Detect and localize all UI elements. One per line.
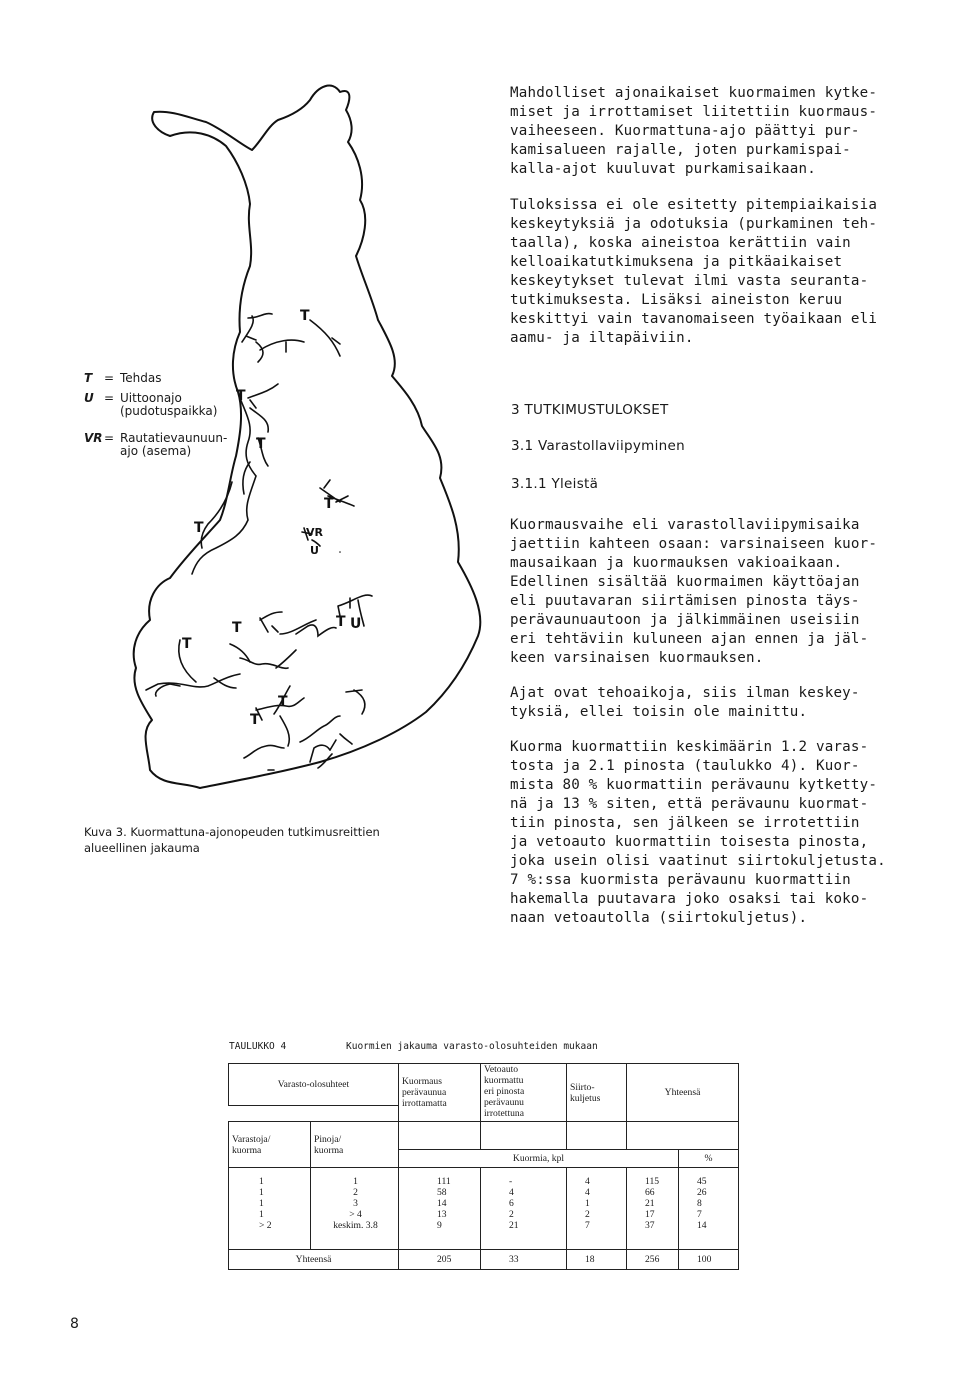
map-label-t: T [236,388,246,404]
table-total-kuormaus: 205 [399,1250,481,1270]
map-label-t: T [278,694,288,710]
legend-symbol-t: T [84,371,93,385]
table-total-label: Yhteensä [229,1250,399,1270]
table-head-varastoja: Varastoja/ kuorma [229,1122,311,1168]
heading-yleista: 3.1.1 Yleistä [511,476,599,492]
finland-map [100,80,500,840]
map-label-t: T [232,620,242,636]
table-head-vetoauto: Vetoauto kuormattu eri pinosta perävaunu irrotettuna [481,1064,567,1122]
table-number: TAULUKKO 4 [229,1041,287,1052]
page-number: 8 [70,1316,79,1332]
intro-paragraph: Mahdolliset ajonaikaiset kuormaimen kytke- miset ja irrottamiset liitettiin kuormaus- vaiheeseen. Kuormattuna-ajo päättyi pur- kamisalueen rajalle, joten purkamispai- kalla-ajot kuuluvat purkamisaikaan. [510,85,878,177]
table-head-pinoja: Pinoja/ kuorma [311,1122,399,1168]
map-label-t: T [336,614,346,630]
heading-varastollaviipyminen: 3.1 Varastollaviipyminen [511,438,685,454]
legend-symbol-u: U [84,391,94,405]
table-unit-kuormia-kpl: Kuormia, kpl [399,1150,679,1168]
table-col-vetoauto: - 4 6 2 21 [481,1168,567,1250]
map-label-vr: VR [306,526,323,539]
map-label-t: T [194,520,204,536]
legend-label-tehdas: Tehdas [120,371,162,385]
table-col-kuormia: 115 66 21 17 37 [627,1168,679,1250]
table-head-kuormaus: Kuormaus perävaunua irrottamatta [399,1064,481,1122]
table-total-percent: 100 [679,1250,739,1270]
paragraph-kuorma: Kuorma kuormattiin keskimäärin 1.2 varas- tosta ja 2.1 pinosta (taulukko 4). Kuor- mista 80 % kuormattiin perävaunu kytketty- nä ja 13 % siten, että perävaunu kuormat- tiin pinosta, sen jälkeen se irrotettiin ja vetoauto kuormattiin toisesta pinosta, joka usein olisi vaatinut siirtokuljetusta. 7 %:ssa kuormista perävaunu kuormattiin hakemalla puutavara joko osaksi tai koko- naan vetoautolla (siirtokuljetus). [510,739,886,926]
table-varasto-olosuhteet [228,1063,739,1270]
table-total-siirtokuljetus: 18 [567,1250,627,1270]
table-total-kuormia: 256 [627,1250,679,1270]
table-col-pinoja: 1 2 3 > 4 keskim. 3.8 [311,1168,399,1250]
table-head-varasto-olosuhteet: Varasto-olosuhteet [229,1064,399,1106]
table-unit-percent: % [679,1150,739,1168]
map-label-t: T [324,496,334,512]
map-label-u: U [350,616,362,632]
map-label-t: T [182,636,192,652]
table-head-siirtokuljetus: Siirto- kuljetus [567,1064,627,1122]
map-label-t: T [300,308,310,324]
table-title: Kuormien jakauma varasto-olosuhteiden mukaan [346,1041,598,1052]
legend-label-uittoonajo: Uittoonajo (pudotuspaikka) [120,391,218,418]
heading-tutkimustulokset: 3 TUTKIMUSTULOKSET [511,402,669,418]
legend-symbol-vr: VR [84,431,103,445]
legend-equals: = [104,371,115,385]
table-col-siirtokuljetus: 4 4 1 2 7 [567,1168,627,1250]
table-col-varastoja: 1 1 1 1 > 2 [229,1168,311,1250]
paragraph-kuormausvaihe: Kuormausvaihe eli varastollaviipymisaika jaettiin kahteen osaan: varsinaiseen kuor- mausaikaan ja kuormauksen vakioaikaan. Edellinen sisältää kuormaimen käyttöajan eli puutavaran siirtämisen pinosta täys- perävaunuautoon ja jälkimmäinen useisiin eri tehtäviin kuluneen ajan ennen ja jäl- keen varsinaisen kuormauksen. [510,517,878,666]
figure-caption: Kuva 3. Kuormattuna-ajonopeuden tutkimusreittien alueellinen jakauma [84,825,380,855]
table-head-yhteensa: Yhteensä [627,1064,739,1122]
table-col-kuormaus: 111 58 14 13 9 [399,1168,481,1250]
map-label-u: U [310,544,319,557]
paragraph-ajat: Ajat ovat tehoaikoja, siis ilman keskey- tyksiä, ellei toisin ole mainittu. [510,685,860,720]
paragraph-keskeytykset: Tuloksissa ei ole esitetty pitempiaikaisia keskeytyksiä ja odotuksia (purkaminen teh- taalla), koska aineistoa kerättiin vain kelloaikatutkimuksena ja pitkäaikaiset keskeytykset tulevat ilmi vasta seuranta- tutkimuksesta. Lisäksi aineiston keruu keskittyi vain tavanomaiseen työaikaan eli aamu- ja iltapäiviin. [510,197,878,346]
legend-label-rautatievaunuun: Rautatievaunuun- ajo (asema) [120,431,228,458]
map-label-t: T [256,436,266,452]
map-label-t: T [250,712,260,728]
legend-equals: = [104,431,115,445]
table-total-vetoauto: 33 [481,1250,567,1270]
table-col-percent: 45 26 8 7 14 [679,1168,739,1250]
legend-equals: = [104,391,115,405]
